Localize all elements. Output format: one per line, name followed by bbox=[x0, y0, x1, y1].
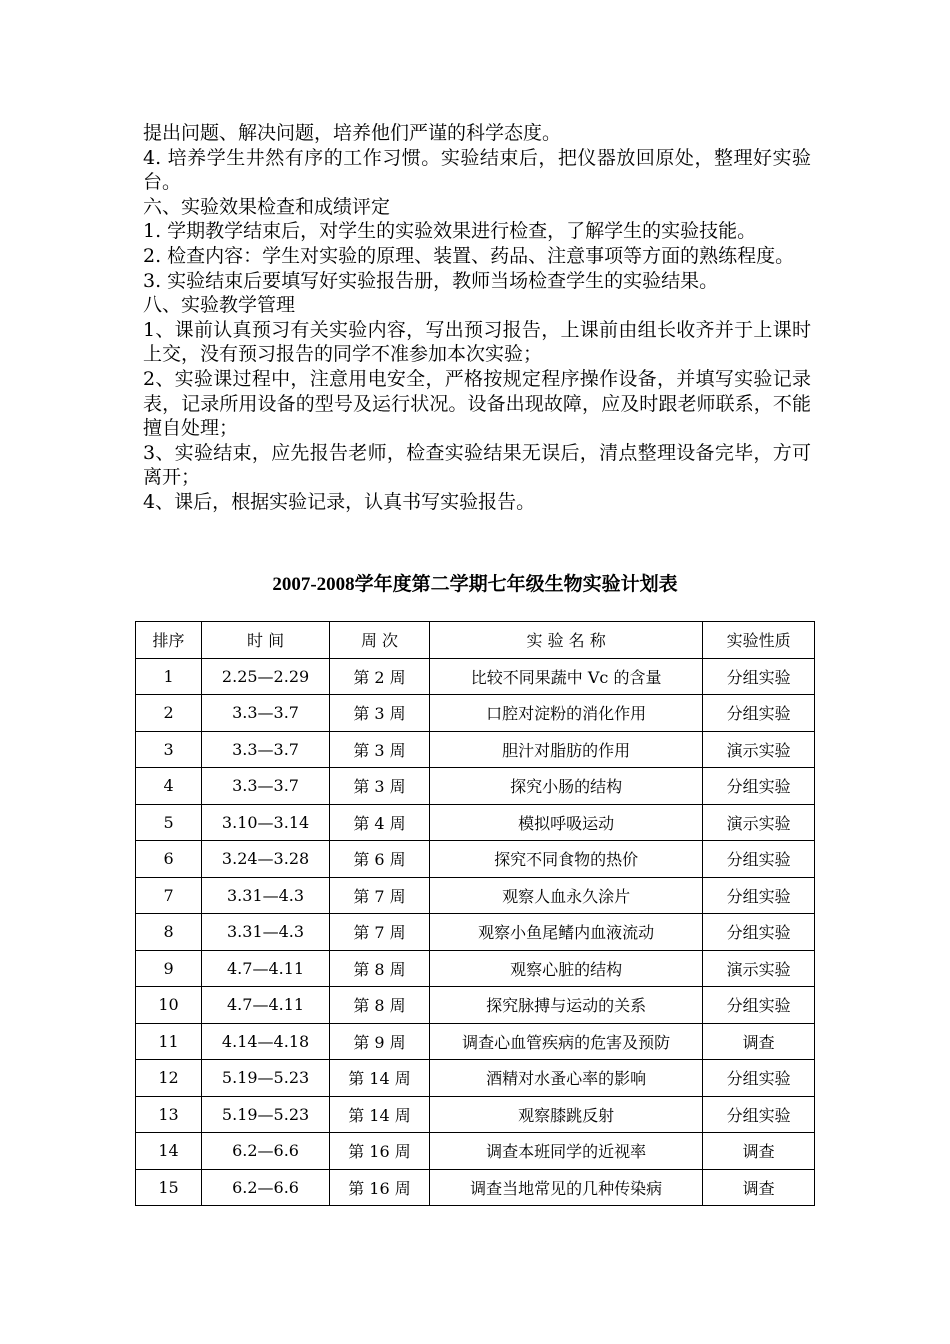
cell-order: 8 bbox=[136, 914, 202, 951]
header-experiment-name: 实 验 名 称 bbox=[430, 622, 703, 659]
cell-week: 第 14 周 bbox=[330, 1096, 430, 1133]
cell-experiment-type: 分组实验 bbox=[703, 914, 815, 951]
cell-time: 2.25—2.29 bbox=[202, 658, 330, 695]
cell-experiment-name: 探究不同食物的热价 bbox=[430, 841, 703, 878]
paragraph: 3、实验结束，应先报告老师，检查实验结果无误后，清点整理设备完毕，方可离开； bbox=[143, 441, 811, 489]
cell-week: 第 16 周 bbox=[330, 1133, 430, 1170]
cell-time: 3.3—3.7 bbox=[202, 695, 330, 732]
table-row bbox=[136, 950, 815, 987]
header-time: 时 间 bbox=[202, 622, 330, 659]
cell-week: 第 6 周 bbox=[330, 841, 430, 878]
cell-order: 9 bbox=[136, 950, 202, 987]
cell-experiment-type: 分组实验 bbox=[703, 658, 815, 695]
cell-experiment-name: 口腔对淀粉的消化作用 bbox=[430, 695, 703, 732]
cell-experiment-name: 胆汁对脂肪的作用 bbox=[430, 731, 703, 768]
cell-experiment-name: 酒精对水蚤心率的影响 bbox=[430, 1060, 703, 1097]
cell-experiment-name: 调查当地常见的几种传染病 bbox=[430, 1169, 703, 1206]
cell-experiment-name: 观察人血永久涂片 bbox=[430, 877, 703, 914]
table-row bbox=[136, 877, 815, 914]
table-title: 2007-2008学年度第二学期七年级生物实验计划表 bbox=[272, 574, 678, 595]
paragraph: 1. 学期教学结束后，对学生的实验效果进行检查，了解学生的实验技能。 bbox=[143, 220, 757, 243]
cell-week: 第 8 周 bbox=[330, 950, 430, 987]
cell-experiment-type: 演示实验 bbox=[703, 950, 815, 987]
table-row bbox=[136, 731, 815, 768]
paragraph: 提出问题、解决问题，培养他们严谨的科学态度。 bbox=[143, 122, 562, 144]
cell-time: 3.3—3.7 bbox=[202, 731, 330, 768]
cell-time: 5.19—5.23 bbox=[202, 1060, 330, 1097]
cell-order: 6 bbox=[136, 841, 202, 878]
cell-experiment-type: 分组实验 bbox=[703, 877, 815, 914]
table-row bbox=[136, 695, 815, 732]
cell-experiment-name: 探究脉搏与运动的关系 bbox=[430, 987, 703, 1024]
cell-time: 3.24—3.28 bbox=[202, 841, 330, 878]
body-text bbox=[143, 121, 811, 515]
table-row bbox=[136, 1060, 815, 1097]
cell-order: 13 bbox=[136, 1096, 202, 1133]
header-week: 周 次 bbox=[330, 622, 430, 659]
cell-time: 5.19—5.23 bbox=[202, 1096, 330, 1133]
cell-order: 14 bbox=[136, 1133, 202, 1170]
cell-week: 第 3 周 bbox=[330, 695, 430, 732]
cell-order: 5 bbox=[136, 804, 202, 841]
cell-week: 第 9 周 bbox=[330, 1023, 430, 1060]
cell-order: 12 bbox=[136, 1060, 202, 1097]
cell-experiment-type: 调查 bbox=[703, 1133, 815, 1170]
cell-week: 第 7 周 bbox=[330, 877, 430, 914]
cell-order: 10 bbox=[136, 987, 202, 1024]
cell-order: 4 bbox=[136, 768, 202, 805]
cell-experiment-type: 演示实验 bbox=[703, 731, 815, 768]
cell-week: 第 3 周 bbox=[330, 768, 430, 805]
section-heading: 六、实验效果检查和成绩评定 bbox=[143, 195, 391, 218]
table-row bbox=[136, 987, 815, 1024]
cell-week: 第 4 周 bbox=[330, 804, 430, 841]
cell-week: 第 2 周 bbox=[330, 658, 430, 695]
table-row bbox=[136, 768, 815, 805]
cell-experiment-name: 比较不同果蔬中 Vc 的含量 bbox=[430, 658, 703, 695]
paragraph: 4. 培养学生井然有序的工作习惯。实验结束后，把仪器放回原处，整理好实验台。 bbox=[143, 146, 811, 194]
table-row bbox=[136, 1023, 815, 1060]
table-header-row bbox=[136, 622, 815, 659]
cell-week: 第 7 周 bbox=[330, 914, 430, 951]
section-heading: 八、实验教学管理 bbox=[143, 294, 296, 317]
cell-order: 3 bbox=[136, 731, 202, 768]
cell-experiment-type: 分组实验 bbox=[703, 1060, 815, 1097]
cell-order: 7 bbox=[136, 877, 202, 914]
cell-order: 11 bbox=[136, 1023, 202, 1060]
cell-experiment-type: 分组实验 bbox=[703, 1096, 815, 1133]
cell-order: 2 bbox=[136, 695, 202, 732]
cell-experiment-type: 分组实验 bbox=[703, 987, 815, 1024]
cell-experiment-name: 探究小肠的结构 bbox=[430, 768, 703, 805]
cell-time: 3.3—3.7 bbox=[202, 768, 330, 805]
table-body bbox=[136, 658, 815, 1206]
cell-order: 15 bbox=[136, 1169, 202, 1206]
cell-week: 第 16 周 bbox=[330, 1169, 430, 1206]
cell-week: 第 8 周 bbox=[330, 987, 430, 1024]
cell-time: 6.2—6.6 bbox=[202, 1169, 330, 1206]
paragraph: 4、课后，根据实验记录，认真书写实验报告。 bbox=[143, 490, 536, 513]
cell-time: 6.2—6.6 bbox=[202, 1133, 330, 1170]
cell-experiment-name: 调查本班同学的近视率 bbox=[430, 1133, 703, 1170]
table-row bbox=[136, 1096, 815, 1133]
cell-time: 3.10—3.14 bbox=[202, 804, 330, 841]
cell-experiment-name: 观察膝跳反射 bbox=[430, 1096, 703, 1133]
cell-time: 4.7—4.11 bbox=[202, 987, 330, 1024]
cell-experiment-name: 模拟呼吸运动 bbox=[430, 804, 703, 841]
paragraph: 1、课前认真预习有关实验内容，写出预习报告，上课前由组长收齐并于上课时上交，没有预习报告的同学不准参加本次实验； bbox=[143, 318, 811, 366]
cell-time: 3.31—4.3 bbox=[202, 877, 330, 914]
cell-experiment-name: 观察小鱼尾鳍内血液流动 bbox=[430, 914, 703, 951]
cell-experiment-name: 观察心脏的结构 bbox=[430, 950, 703, 987]
header-order: 排序 bbox=[136, 622, 202, 659]
table-row bbox=[136, 658, 815, 695]
paragraph: 2、实验课过程中，注意用电安全，严格按规定程序操作设备，并填写实验记录表，记录所用设备的型号及运行状况。设备出现故障，应及时跟老师联系，不能擅自处理； bbox=[143, 367, 811, 440]
cell-time: 3.31—4.3 bbox=[202, 914, 330, 951]
cell-experiment-type: 分组实验 bbox=[703, 695, 815, 732]
table-row bbox=[136, 804, 815, 841]
table-row bbox=[136, 1169, 815, 1206]
cell-time: 4.7—4.11 bbox=[202, 950, 330, 987]
cell-experiment-type: 调查 bbox=[703, 1169, 815, 1206]
cell-time: 4.14—4.18 bbox=[202, 1023, 330, 1060]
cell-order: 1 bbox=[136, 658, 202, 695]
paragraph: 2. 检查内容：学生对实验的原理、装置、药品、注意事项等方面的熟练程度。 bbox=[143, 244, 795, 267]
table-row bbox=[136, 914, 815, 951]
cell-experiment-type: 分组实验 bbox=[703, 768, 815, 805]
experiment-plan-table bbox=[135, 621, 815, 1206]
cell-week: 第 3 周 bbox=[330, 731, 430, 768]
paragraph: 3. 实验结束后要填写好实验报告册，教师当场检查学生的实验结果。 bbox=[143, 269, 719, 292]
table-row bbox=[136, 1133, 815, 1170]
cell-experiment-type: 调查 bbox=[703, 1023, 815, 1060]
cell-week: 第 14 周 bbox=[330, 1060, 430, 1097]
cell-experiment-type: 演示实验 bbox=[703, 804, 815, 841]
header-experiment-type: 实验性质 bbox=[703, 622, 815, 659]
cell-experiment-name: 调查心血管疾病的危害及预防 bbox=[430, 1023, 703, 1060]
cell-experiment-type: 分组实验 bbox=[703, 841, 815, 878]
table-row bbox=[136, 841, 815, 878]
